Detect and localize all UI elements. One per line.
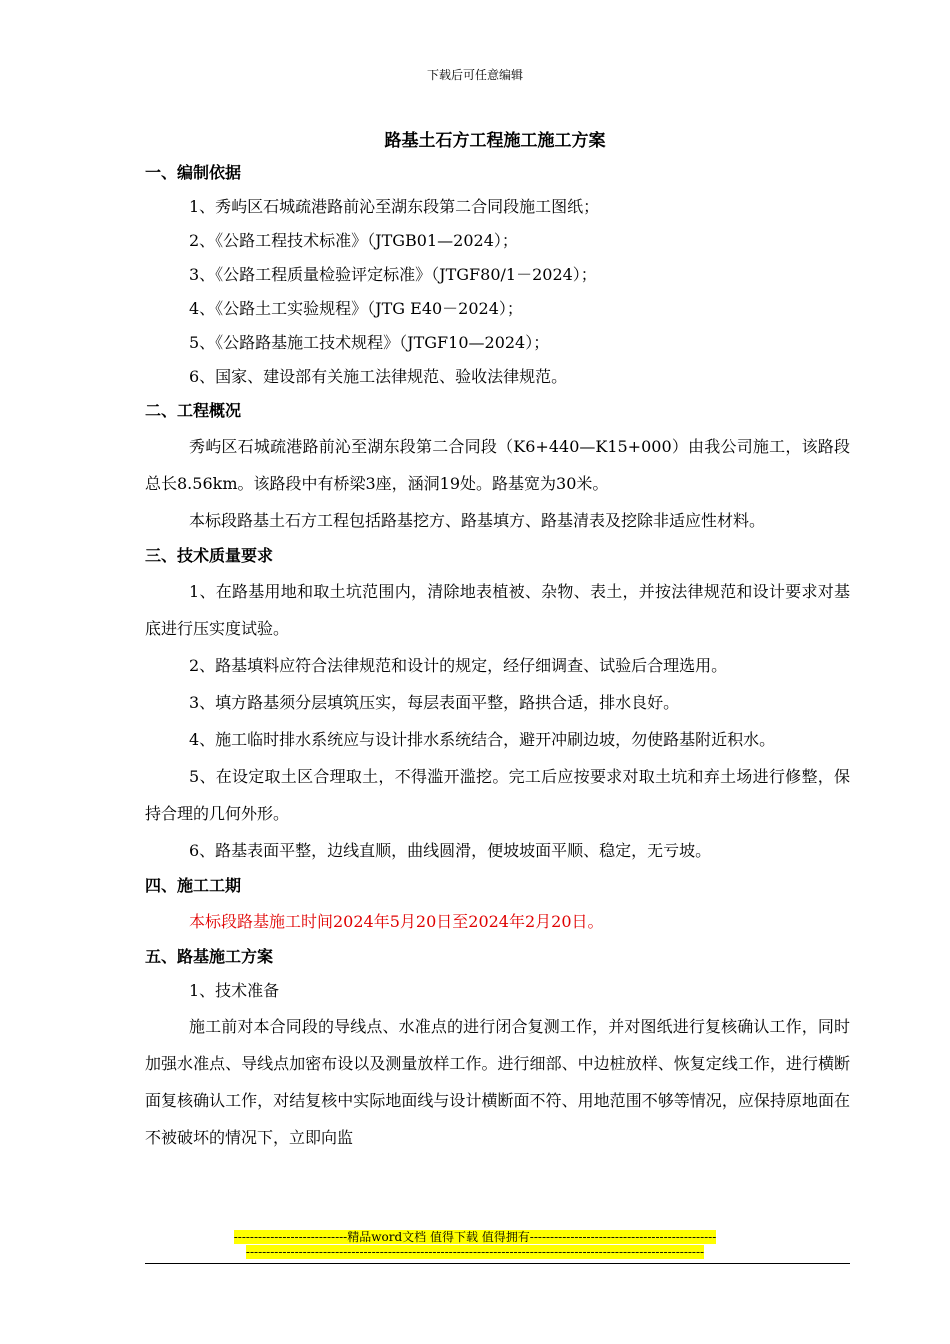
quality-item-4: 4、施工临时排水系统应与设计排水系统结合，避开冲刷边坡，勿使路基附近积水。 (189, 730, 776, 749)
basis-item-2: 2、《公路工程技术标准》（JTGB01—2024）； (189, 231, 518, 250)
overview-paragraph-1: 秀屿区石城疏港路前沁至湖东段第二合同段（K6+440—K15+000）由我公司施工，该路段总长8.56km。该路段中有桥梁3座，涵洞19处。路基宽为30米。 (145, 437, 850, 493)
basis-item-4: 4、《公路土工实验规程》（JTG E40－2024）； (189, 299, 523, 318)
document-title: 路基土石方工程施工施工方案 (384, 131, 606, 151)
schedule-paragraph: 本标段路基施工时间2024年5月20日至2024年2月20日。 (189, 912, 604, 931)
header-note: 下载后可任意编辑 (426, 68, 523, 82)
document-body (145, 156, 850, 1156)
footer-banner-line-1: ----------------------------精品word文档 值得下载 值得拥有---------------------------------------------- (233, 1230, 717, 1244)
quality-item-5: 5、在设定取土区合理取土，不得滥开滥挖。完工后应按要求对取土坑和弃土场进行修整，保持合理的几何外形。 (145, 767, 850, 823)
basis-item-5: 5、《公路路基施工技术规程》（JTGF10—2024）； (189, 333, 550, 352)
section-heading-5: 五、路基施工方案 (145, 947, 274, 966)
quality-item-2: 2、路基填料应符合法律规范和设计的规定，经仔细调查、试验后合理选用。 (189, 656, 728, 675)
basis-item-6: 6、国家、建设部有关施工法律规范、验收法律规范。 (189, 367, 568, 386)
footer-banner-dashes (0, 1245, 950, 1259)
tech-prep-paragraph: 施工前对本合同段的导线点、水准点的进行闭合复测工作，并对图纸进行复核确认工作，同时加强水准点、导线点加密布设以及测量放样工作。进行细部、中边桩放样、恢复定线工作，进行横断面复核确认工作，对结复核中实际地面线与设计横断面不符、用地范围不够等情况，应保持原地面在不被破坏的情况下，立即向监 (145, 1017, 850, 1147)
quality-item-6: 6、路基表面平整，边线直顺，曲线圆滑，便坡坡面平顺、稳定，无亏坡。 (189, 841, 712, 860)
section-heading-4: 四、施工工期 (145, 876, 242, 895)
section-heading-3: 三、技术质量要求 (145, 546, 274, 565)
section-heading-2: 二、工程概况 (145, 401, 242, 420)
basis-item-1: 1、秀屿区石城疏港路前沁至湖东段第二合同段施工图纸； (189, 197, 600, 216)
basis-item-3: 3、《公路工程质量检验评定标准》（JTGF80/1－2024）； (189, 265, 597, 284)
footer-divider (145, 1263, 850, 1264)
subsection-heading-tech-prep: 1、技术准备 (189, 981, 280, 1000)
quality-item-1: 1、在路基用地和取土坑范围内，清除地表植被、杂物、表土，并按法律规范和设计要求对基底进行压实度试验。 (145, 582, 850, 638)
overview-paragraph-2: 本标段路基土石方工程包括路基挖方、路基填方、路基清表及挖除非适应性材料。 (189, 511, 766, 530)
quality-item-3: 3、填方路基须分层填筑压实，每层表面平整，路拱合适，排水良好。 (189, 693, 680, 712)
section-heading-1: 一、编制依据 (145, 163, 242, 182)
footer-banner (0, 1230, 950, 1244)
footer-banner-line-2: ----------------------------------------------------------------------------------------------------------------- (245, 1245, 705, 1259)
